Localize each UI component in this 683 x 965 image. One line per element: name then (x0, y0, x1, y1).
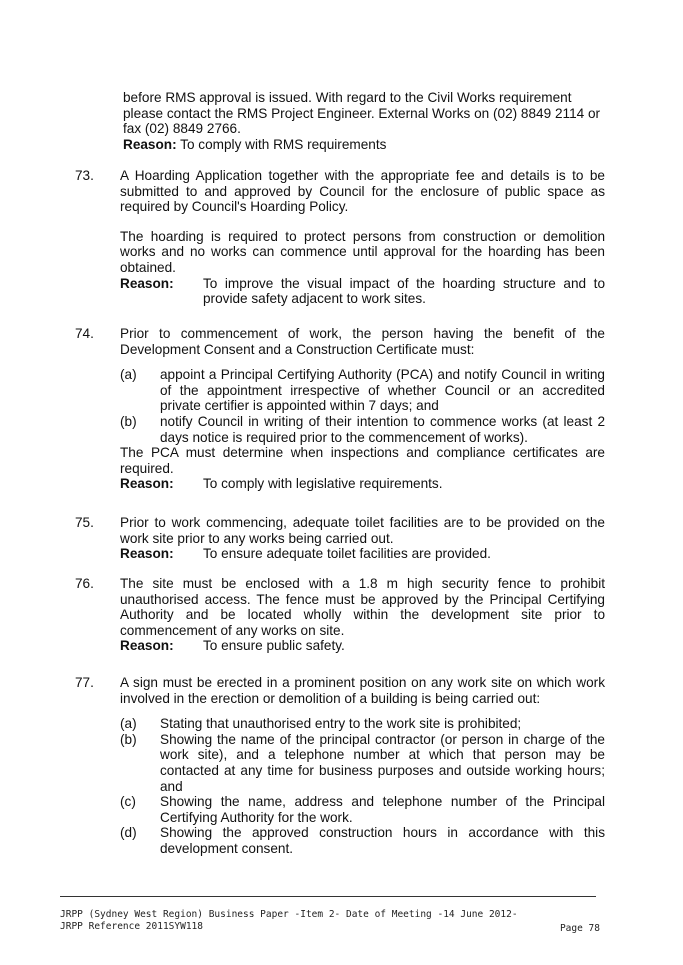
reason-text: To ensure adequate toilet facilities are provided. (203, 546, 491, 562)
reason-text: To ensure public safety. (203, 638, 345, 654)
list-item (120, 414, 605, 445)
list-item (120, 794, 605, 825)
clause-75 (75, 515, 605, 562)
item-text: Showing the name of the principal contractor (or person in charge of the work site), and a telephone number at which that person may be contacted at any time for business purposes and outside working hours; and (160, 731, 605, 794)
clause-text-after: The PCA must determine when inspections and compliance certificates are required. (120, 445, 605, 476)
intro-continuation (123, 90, 603, 152)
item-label: (b) (120, 413, 137, 429)
item-label: (a) (120, 716, 137, 732)
clause-text: Prior to work commencing, adequate toilet facilities are to be provided on the work site prior to any works being carried out. (120, 515, 605, 546)
item-text: Showing the name, address and telephone number of the Principal Certifying Authority for the work. (160, 794, 605, 825)
list-item (120, 732, 605, 794)
item-text: notify Council in writing of their intention to commence works (at least 2 days notice is required prior to the commencement of works). (160, 413, 605, 445)
clause-74 (75, 326, 605, 492)
list-item (120, 367, 605, 414)
item-text: Showing the approved construction hours in accordance with this development consent. (160, 825, 605, 856)
clause-number: 74. (75, 326, 94, 341)
item-label: (c) (120, 794, 136, 810)
footer-line-1: JRPP (Sydney West Region) Business Paper -Item 2- Date of Meeting -14 June 2012- (60, 909, 518, 920)
page-footer (60, 909, 600, 933)
item-label: (d) (120, 825, 137, 841)
reason-label: Reason: (120, 275, 174, 291)
clause-paragraph: A Hoarding Application together with the appropriate fee and details is to be submitted to and approved by Council for the enclosure of public space as required by Council's Hoarding Policy. (120, 168, 605, 215)
reason-text: To comply with legislative requirements. (203, 476, 443, 492)
clause-text: The site must be enclosed with a 1.8 m high security fence to prohibit unauthorised access. The fence must be approved by the Principal Certifying Authority and be located wholly within the development site prior to commencement of any works on site. (120, 576, 605, 638)
clause-77 (75, 675, 605, 857)
clause-76 (75, 576, 605, 654)
reason-label: Reason: (120, 638, 174, 654)
reason-text: To improve the visual impact of the hoarding structure and to provide safety adjacent to work sites. (203, 275, 605, 307)
clause-number: 77. (75, 675, 94, 690)
clause-text: A sign must be erected in a prominent position on any work site on which work involved in the erection or demolition of a building is being carried out: (120, 675, 605, 706)
clause-reason (120, 276, 605, 307)
page-number: Page 78 (559, 923, 600, 934)
list-item (120, 716, 605, 732)
clause-reason (120, 546, 605, 562)
item-label: (b) (120, 731, 137, 747)
intro-text: before RMS approval is issued. With regard to the Civil Works requirement please contact the RMS Project Engineer. External Works on (02) 8849 2114 or fax (02) 8849 2766. (123, 90, 601, 137)
clause-reason (120, 476, 605, 492)
reason-label: Reason: (120, 546, 174, 562)
intro-reason (123, 137, 603, 153)
reason-text: To comply with RMS requirements (180, 136, 387, 152)
clause-reason (120, 638, 605, 654)
footer-divider (60, 896, 596, 897)
item-text: Stating that unauthorised entry to the work site is prohibited; (160, 716, 522, 732)
sub-item-list (120, 716, 605, 856)
item-text: appoint a Principal Certifying Authority (PCA) and notify Council in writing of the appointment irrespective of whether Council or an accredited private certifier is appointed within 7 days; and (160, 367, 605, 414)
clause-number: 73. (75, 168, 94, 183)
item-label: (a) (120, 367, 137, 383)
clause-73 (75, 168, 605, 307)
list-item (120, 825, 605, 856)
reason-label: Reason: (120, 476, 174, 492)
clause-number: 76. (75, 576, 94, 591)
clause-paragraph: The hoarding is required to protect persons from construction or demolition works and no works can commence until approval for the hoarding has been obtained. (120, 228, 605, 275)
footer-line-2: JRPP Reference 2011SYW118 (60, 921, 203, 932)
clause-text: Prior to commencement of work, the person having the benefit of the Development Consent and a Construction Certificate must: (120, 326, 605, 357)
reason-label: Reason: (123, 136, 177, 152)
sub-item-list (120, 367, 605, 445)
clause-number: 75. (75, 515, 94, 530)
